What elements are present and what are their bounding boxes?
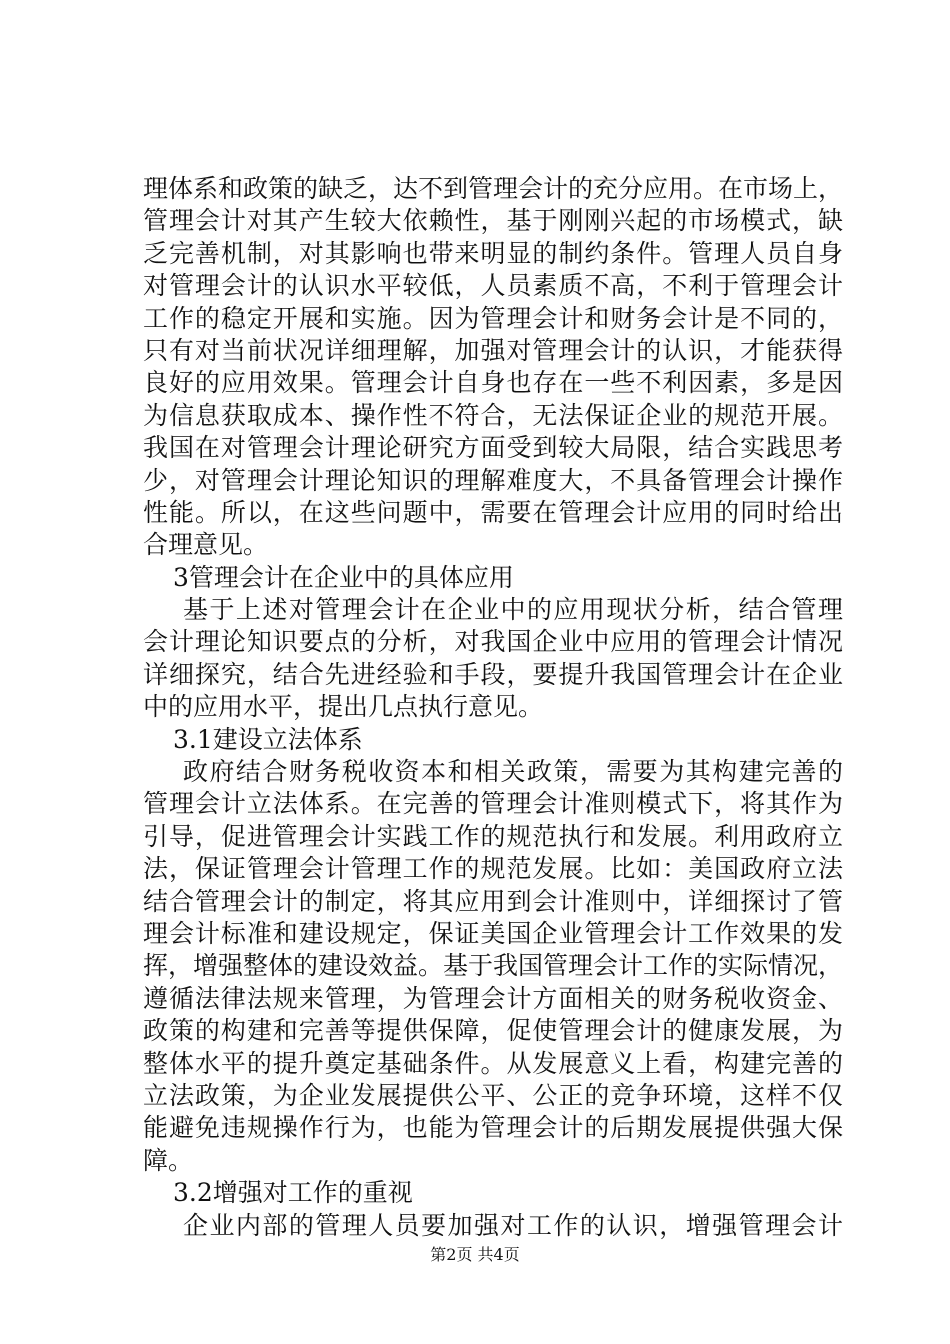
subsection-heading: 3.2增强对工作的重视 <box>173 1178 413 1208</box>
page-number-label: 第2页 共4页 <box>430 1245 520 1264</box>
document-body <box>143 173 843 1242</box>
text-line: 结合管理会计的制定，将其应用到会计准则中，详细探讨了管 <box>143 886 843 916</box>
text-line: 乏完善机制，对其影响也带来明显的制约条件。管理人员自身 <box>143 238 843 268</box>
subsection-heading: 3.1建设立法体系 <box>173 724 363 754</box>
text-line: 中的应用水平，提出几点执行意见。 <box>143 692 544 722</box>
text-line: 遵循法律法规来管理，为管理会计方面相关的财务税收资金、 <box>143 983 843 1013</box>
text-line: 为信息获取成本、操作性不符合，无法保证企业的规范开展。 <box>143 400 843 430</box>
text-line: 挥，增强整体的建设效益。基于我国管理会计工作的实际情况， <box>143 951 844 981</box>
text-line: 我国在对管理会计理论研究方面受到较大局限，结合实践思考 <box>143 433 843 463</box>
text-line: 对管理会计的认识水平较低，人员素质不高，不利于管理会计 <box>143 271 843 301</box>
text-line: 法，保证管理会计管理工作的规范发展。比如：美国政府立法 <box>143 854 843 884</box>
text-line: 工作的稳定开展和实施。因为管理会计和财务会计是不同的， <box>143 303 843 333</box>
text-line: 理会计标准和建设规定，保证美国企业管理会计工作效果的发 <box>143 918 843 948</box>
text-line: 只有对当前状况详细理解，加强对管理会计的认识，才能获得 <box>143 335 843 365</box>
text-line: 详细探究，结合先进经验和手段，要提升我国管理会计在企业 <box>143 659 843 689</box>
text-line: 性能。所以，在这些问题中，需要在管理会计应用的同时给出 <box>143 497 843 527</box>
text-line: 企业内部的管理人员要加强对工作的认识，增强管理会计 <box>183 1210 843 1240</box>
page-footer <box>0 1245 950 1265</box>
text-line: 基于上述对管理会计在企业中的应用现状分析，结合管理 <box>183 595 843 625</box>
text-line: 政策的构建和完善等提供保障，促使管理会计的健康发展，为 <box>143 1016 843 1046</box>
text-line: 整体水平的提升奠定基础条件。从发展意义上看，构建完善的 <box>143 1048 843 1078</box>
text-line: 引导，促进管理会计实践工作的规范执行和发展。利用政府立 <box>143 821 843 851</box>
section-heading: 3管理会计在企业中的具体应用 <box>173 562 514 592</box>
text-line: 良好的应用效果。管理会计自身也存在一些不利因素，多是因 <box>143 368 843 398</box>
text-line: 能避免违规操作行为，也能为管理会计的后期发展提供强大保 <box>143 1113 843 1143</box>
text-line: 管理会计立法体系。在完善的管理会计准则模式下，将其作为 <box>143 789 843 819</box>
text-line: 管理会计对其产生较大依赖性，基于刚刚兴起的市场模式，缺 <box>143 206 843 236</box>
text-line: 障。 <box>143 1145 194 1175</box>
text-line: 政府结合财务税收资本和相关政策，需要为其构建完善的 <box>183 757 843 787</box>
text-line: 少，对管理会计理论知识的理解难度大，不具备管理会计操作 <box>143 465 843 495</box>
text-line: 理体系和政策的缺乏，达不到管理会计的充分应用。在市场上， <box>143 174 844 203</box>
text-line: 会计理论知识要点的分析，对我国企业中应用的管理会计情况 <box>143 627 843 657</box>
text-line: 合理意见。 <box>143 530 269 560</box>
text-line: 立法政策，为企业发展提供公平、公正的竞争环境，这样不仅 <box>143 1080 843 1110</box>
